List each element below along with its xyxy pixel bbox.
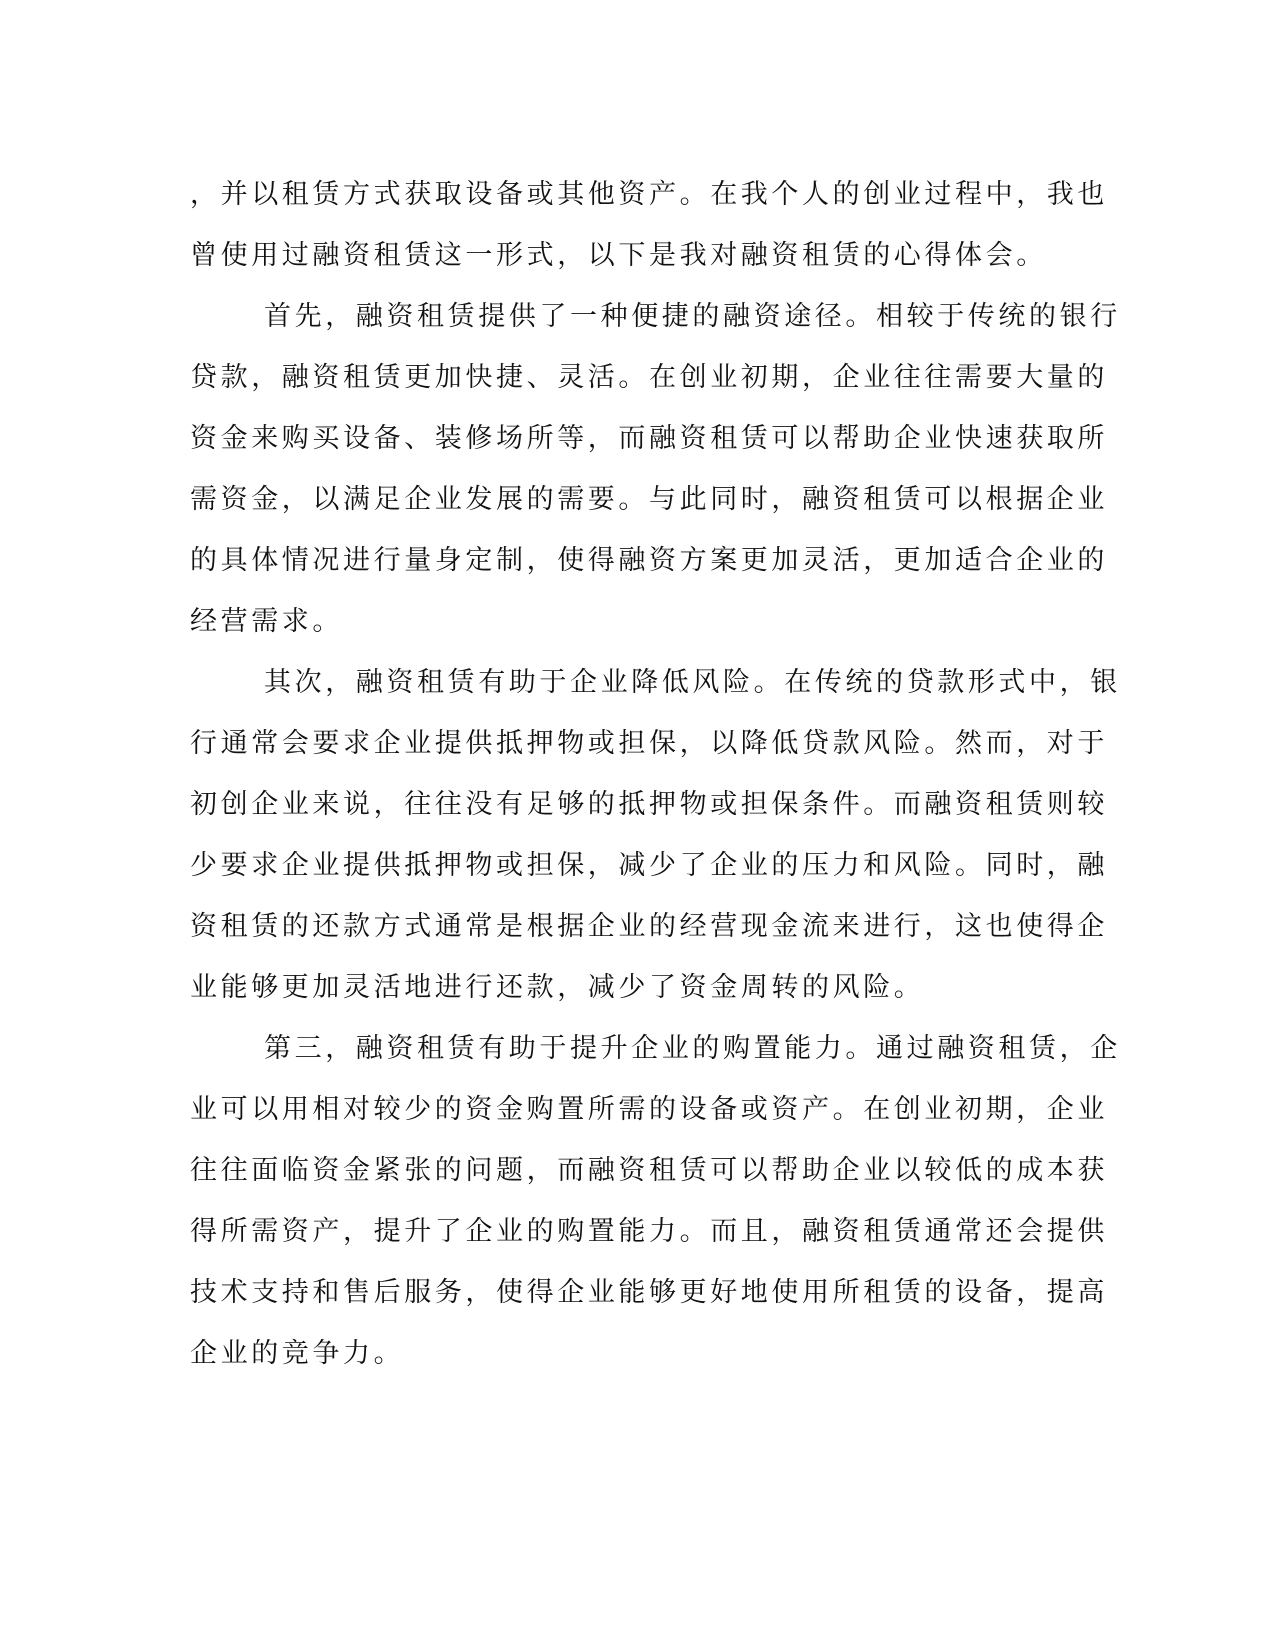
text-line: 其次，融资租赁有助于企业降低风险。在传统的贷款形式中，银 (264, 667, 1121, 698)
text-line: 曾使用过融资租赁这一形式，以下是我对融资租赁的心得体会。 (190, 240, 1047, 271)
text-line: 第三，融资租赁有助于提升企业的购置能力。通过融资租赁，企 (264, 1033, 1121, 1064)
text-line: 业能够更加灵活地进行还款，减少了资金周转的风险。 (190, 972, 925, 1003)
text-line: 技术支持和售后服务，使得企业能够更好地使用所租赁的设备，提高 (190, 1277, 1108, 1308)
text-line: 首先，融资租赁提供了一种便捷的融资途径。相较于传统的银行 (264, 301, 1121, 332)
paragraph-2 (190, 286, 1121, 652)
text-line: 初创企业来说，往往没有足够的抵押物或担保条件。而融资租赁则较 (190, 789, 1108, 820)
text-line: 企业的竞争力。 (190, 1338, 405, 1369)
paragraph-4 (190, 1018, 1121, 1384)
text-line: 少要求企业提供抵押物或担保，减少了企业的压力和风险。同时，融 (190, 850, 1108, 881)
text-line: ，并以租赁方式获取设备或其他资产。在我个人的创业过程中，我也 (190, 179, 1108, 210)
body-text (190, 164, 1121, 1384)
text-line: 往往面临资金紧张的问题，而融资租赁可以帮助企业以较低的成本获 (190, 1155, 1108, 1186)
text-line: 业可以用相对较少的资金购置所需的设备或资产。在创业初期，企业 (190, 1094, 1108, 1125)
text-line: 贷款，融资租赁更加快捷、灵活。在创业初期，企业往往需要大量的 (190, 362, 1108, 393)
paragraph-1 (190, 164, 1108, 286)
text-line: 得所需资产，提升了企业的购置能力。而且，融资租赁通常还会提供 (190, 1216, 1108, 1247)
text-line: 行通常会要求企业提供抵押物或担保，以降低贷款风险。然而，对于 (190, 728, 1108, 759)
paragraph-3 (190, 652, 1121, 1018)
text-line: 资金来购买设备、装修场所等，而融资租赁可以帮助企业快速获取所 (190, 423, 1108, 454)
text-line: 的具体情况进行量身定制，使得融资方案更加灵活，更加适合企业的 (190, 545, 1108, 576)
text-line: 资租赁的还款方式通常是根据企业的经营现金流来进行，这也使得企 (190, 911, 1108, 942)
text-line: 需资金，以满足企业发展的需要。与此同时，融资租赁可以根据企业 (190, 484, 1108, 515)
text-line: 经营需求。 (190, 606, 343, 637)
